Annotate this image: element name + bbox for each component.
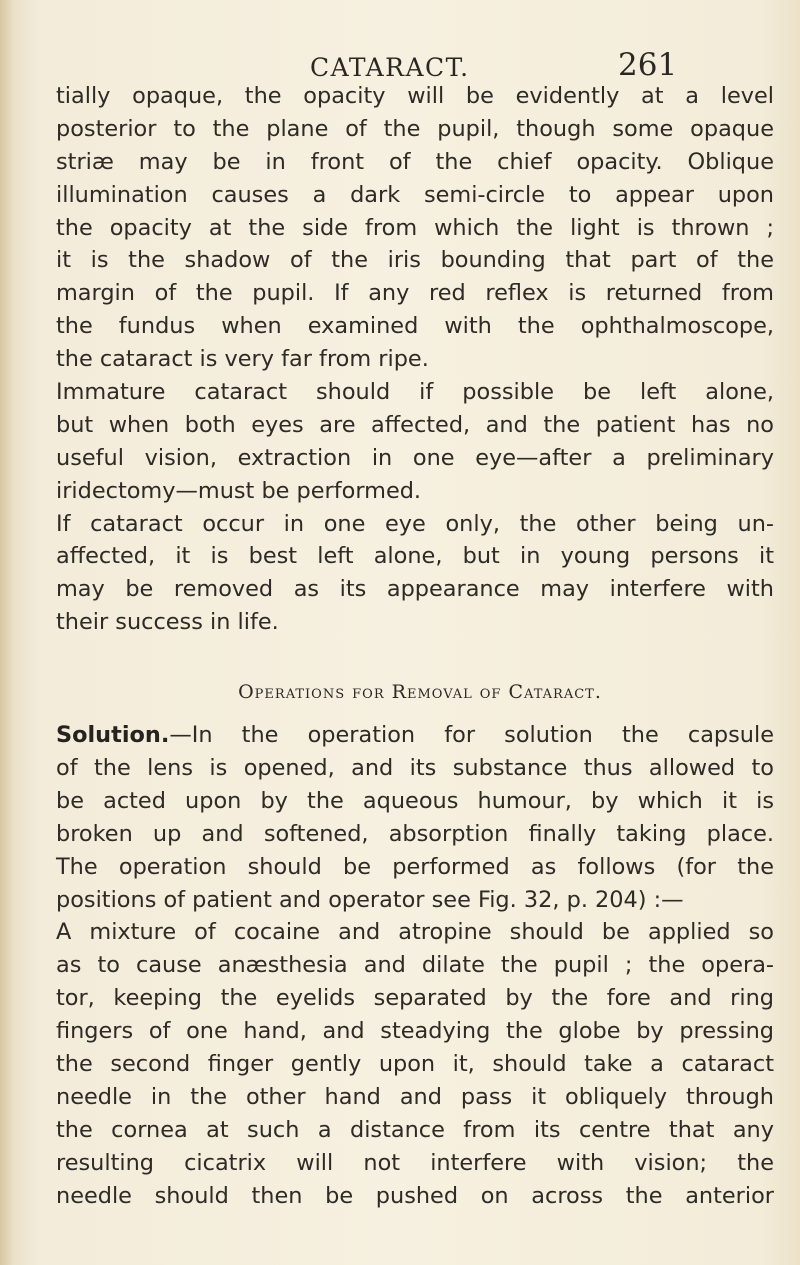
- page-number: 261: [618, 47, 678, 83]
- text-line: A mixture of cocaine and atropine should be applied so: [56, 919, 774, 946]
- text-line: be acted upon by the aqueous humour, by which it is: [56, 787, 774, 814]
- text-line: positions of patient and operator see Fig. 32, p. 204) :—: [56, 886, 684, 913]
- text-line: If cataract occur in one eye only, the other being un-: [56, 510, 774, 537]
- text-line: broken up and softened, absorption finally taking place.: [56, 820, 774, 847]
- text-line: but when both eyes are affected, and the patient has no: [56, 411, 774, 438]
- text-line: the cornea at such a distance from its centre that any: [56, 1116, 774, 1143]
- text-line-run-in: [56, 719, 774, 752]
- text-line: needle in the other hand and pass it obliquely through: [56, 1083, 774, 1110]
- text-line: striæ may be in front of the chief opacity. Oblique: [56, 148, 774, 175]
- page-spine-shadow: [0, 0, 14, 1265]
- text-line: of the lens is opened, and its substance thus allowed to: [56, 755, 774, 782]
- text-line: margin of the pupil. If any red reflex is returned from: [56, 280, 774, 307]
- text-fragment: —In the operation for solution the capsule: [169, 722, 774, 749]
- text-line: Immature cataract should if possible be left alone,: [56, 379, 774, 406]
- text-line: as to cause anæsthesia and dilate the pupil ; the opera-: [56, 952, 774, 979]
- text-line: the opacity at the side from which the light is thrown ;: [56, 214, 774, 241]
- text-line: fingers of one hand, and steadying the globe by pressing: [56, 1018, 774, 1045]
- text-line: tor, keeping the eyelids separated by the fore and ring: [56, 985, 774, 1012]
- text-line: posterior to the plane of the pupil, though some opaque: [56, 115, 774, 142]
- text-line: resulting cicatrix will not interfere with vision; the: [56, 1149, 774, 1176]
- text-line: useful vision, extraction in one eye—after a preliminary: [56, 444, 774, 471]
- text-line: The operation should be performed as follows (for the: [56, 853, 774, 880]
- text-line: may be removed as its appearance may interfere with: [56, 576, 774, 603]
- text-line: it is the shadow of the iris bounding that part of the: [56, 247, 774, 274]
- text-line: their success in life.: [56, 609, 279, 636]
- text-line: the fundus when examined with the ophthalmoscope,: [56, 313, 774, 340]
- text-line: tially opaque, the opacity will be evidently at a level: [56, 83, 774, 109]
- body-text: [56, 80, 774, 1213]
- text-line: illumination causes a dark semi-circle to appear upon: [56, 181, 774, 208]
- section-heading: Operations for Removal of Cataract.: [238, 681, 602, 704]
- heading-spacer: [56, 711, 774, 719]
- section-spacer: [56, 639, 774, 673]
- text-line: the cataract is very far from ripe.: [56, 346, 429, 373]
- running-title: CATARACT.: [310, 53, 470, 82]
- run-in-heading: Solution.: [56, 722, 170, 749]
- text-line: iridectomy—must be performed.: [56, 477, 422, 504]
- text-line: the second finger gently upon it, should take a cataract: [56, 1051, 774, 1078]
- text-line: needle should then be pushed on across the anterior: [56, 1182, 774, 1209]
- text-line: affected, it is best left alone, but in young persons it: [56, 543, 774, 570]
